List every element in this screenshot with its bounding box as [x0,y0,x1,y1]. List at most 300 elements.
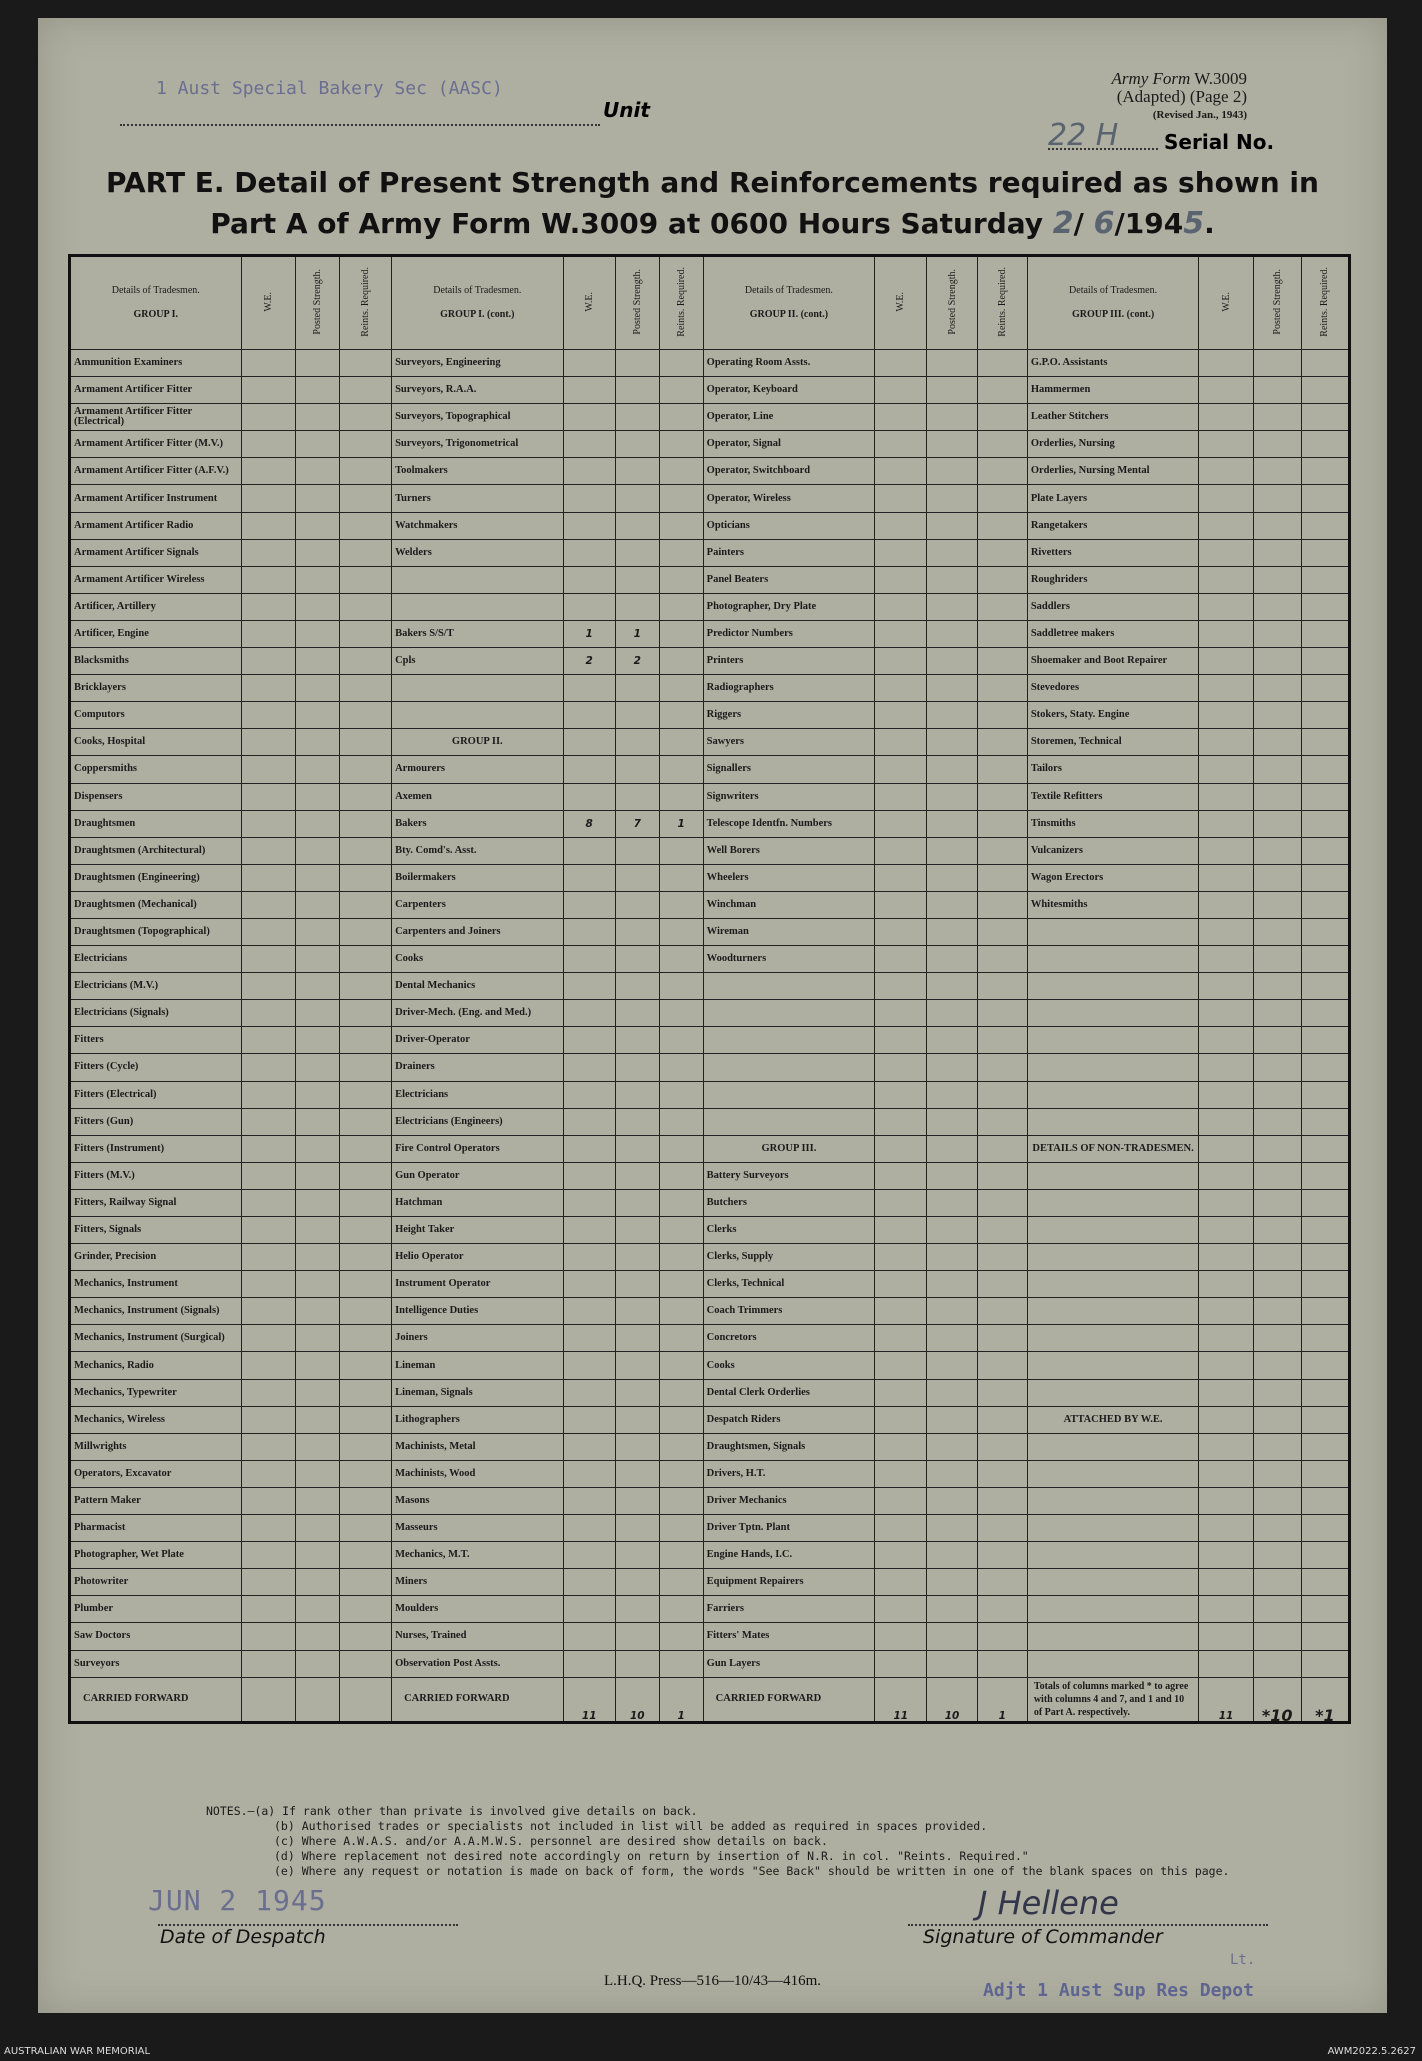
we-cell [875,918,927,945]
we-cell [875,973,927,1000]
we-cell [875,702,927,729]
trade-name: Coach Trimmers [703,1298,875,1325]
reints-cell [1301,675,1349,702]
trade-name [1027,1217,1199,1244]
posted-cell [615,946,659,973]
header-details-g1: Details of Tradesmen. GROUP I. [70,256,242,350]
note-line: (b) Authorised trades or specialists not included in list will be added as required in spaces provided. [274,1819,988,1833]
reints-cell [339,1108,391,1135]
table-row [70,702,1350,729]
we-cell [563,1379,615,1406]
trade-name: Armament Artificer Signals [70,539,242,566]
carried-forward-row [70,1677,1350,1722]
we-cell [1199,946,1253,973]
reints-cell [659,1054,703,1081]
reints-cell [659,1162,703,1189]
table-row [70,1325,1350,1352]
trade-name: Pattern Maker [70,1487,242,1514]
trade-name: Fitters (Electrical) [70,1081,242,1108]
we-cell [875,593,927,620]
trade-name: Battery Surveyors [703,1162,875,1189]
reints-cell [977,918,1027,945]
we-cell [241,1379,295,1406]
trade-name: Driver Tptn. Plant [703,1515,875,1542]
we-cell [563,485,615,512]
posted-cell [615,1433,659,1460]
posted-cell [1253,1460,1301,1487]
reints-cell [339,512,391,539]
we-cell [875,756,927,783]
trade-name [1027,1162,1199,1189]
posted-cell [615,1325,659,1352]
trade-name [1027,1027,1199,1054]
reints-cell [977,1433,1027,1460]
trade-name: Lineman [392,1352,564,1379]
reints-cell [977,973,1027,1000]
we-cell [875,1569,927,1596]
trade-name: Radiographers [703,675,875,702]
reints-cell [339,675,391,702]
we-cell [875,620,927,647]
notes-block [206,1804,1229,1879]
trade-name: Signallers [703,756,875,783]
reints-cell [1301,783,1349,810]
we-cell [1199,1515,1253,1542]
trade-name [1027,1433,1199,1460]
posted-cell [927,837,977,864]
trade-name: Clerks, Supply [703,1244,875,1271]
reints-cell [977,1135,1027,1162]
trade-name: Mechanics, Instrument (Surgical) [70,1325,242,1352]
trade-name [1027,1460,1199,1487]
trade-name: Butchers [703,1189,875,1216]
we-cell [241,810,295,837]
posted-cell [927,1406,977,1433]
we-cell [875,566,927,593]
reints-cell [977,810,1027,837]
trade-name: Dental Mechanics [392,973,564,1000]
trade-name: Electricians [392,1081,564,1108]
posted-cell [615,1271,659,1298]
carried-forward-label: CARRIED FORWARD [70,1677,242,1722]
posted-cell [615,1542,659,1569]
trade-name: Orderlies, Nursing [1027,431,1199,458]
posted-cell [615,377,659,404]
table-row [70,1162,1350,1189]
table-row [70,1135,1350,1162]
cf-g2c-posted: 10 [927,1677,977,1722]
we-cell [241,729,295,756]
reints-cell [977,1460,1027,1487]
posted-cell [295,593,339,620]
we-cell [1199,485,1253,512]
reints-cell [339,1217,391,1244]
posted-cell [1253,1487,1301,1514]
trade-name: Bakers [392,810,564,837]
reints-cell [659,458,703,485]
table-row [70,891,1350,918]
reints-cell [977,1054,1027,1081]
reints-cell [977,783,1027,810]
posted-cell [295,1569,339,1596]
we-cell [241,458,295,485]
posted-cell [927,1135,977,1162]
posted-cell [295,946,339,973]
posted-cell [927,1298,977,1325]
posted-cell [295,1298,339,1325]
reints-cell [339,702,391,729]
posted-cell [927,1623,977,1650]
trade-name: Axemen [392,783,564,810]
trade-name [1027,1487,1199,1514]
we-cell [875,1596,927,1623]
reints-cell [659,1298,703,1325]
reints-cell [339,648,391,675]
we-cell [875,1217,927,1244]
posted-cell [927,946,977,973]
table-row [70,1542,1350,1569]
reints-cell [339,837,391,864]
cf-g1c-reints: 1 [659,1677,703,1722]
trade-name: Turners [392,485,564,512]
trade-name: Dental Clerk Orderlies [703,1379,875,1406]
trade-name: Gun Operator [392,1162,564,1189]
trade-name: Fitters (Gun) [70,1108,242,1135]
posted-cell [1253,1298,1301,1325]
trade-name: Armourers [392,756,564,783]
we-cell [563,891,615,918]
posted-cell [295,1244,339,1271]
reints-cell [1301,1162,1349,1189]
we-cell [241,566,295,593]
posted-cell [927,864,977,891]
reints-cell [339,729,391,756]
trade-name: Armament Artificer Fitter (A.F.V.) [70,458,242,485]
trade-name: Stokers, Staty. Engine [1027,702,1199,729]
reints-cell [977,1379,1027,1406]
we-cell [1199,783,1253,810]
header-we: W.E. [1199,256,1253,350]
we-cell [1199,918,1253,945]
posted-cell [1253,891,1301,918]
we-cell [563,1054,615,1081]
posted-cell [1253,404,1301,431]
we-cell [241,1542,295,1569]
posted-cell [615,404,659,431]
we-cell [875,1460,927,1487]
we-cell [1199,1433,1253,1460]
posted-cell [615,1623,659,1650]
we-cell [1199,377,1253,404]
posted-cell [1253,1379,1301,1406]
reints-cell [1301,1542,1349,1569]
trade-name: Cooks, Hospital [70,729,242,756]
we-cell [875,1298,927,1325]
reints-cell [1301,756,1349,783]
posted-cell [295,1596,339,1623]
table-row [70,864,1350,891]
reints-cell [659,377,703,404]
trade-name: Operator, Line [703,404,875,431]
trade-name: Machinists, Wood [392,1460,564,1487]
trade-name: Operator, Signal [703,431,875,458]
trade-name: Armament Artificer Wireless [70,566,242,593]
reints-cell [1301,620,1349,647]
posted-cell [1253,837,1301,864]
we-cell [875,837,927,864]
trade-name: Well Borers [703,837,875,864]
reints-cell [339,593,391,620]
we-cell [1199,648,1253,675]
posted-cell [1253,458,1301,485]
trade-name: Fitters' Mates [703,1623,875,1650]
reints-cell: 1 [659,810,703,837]
we-cell: 2 [563,648,615,675]
posted-cell [295,1515,339,1542]
header-we: W.E. [563,256,615,350]
we-cell [1199,512,1253,539]
we-cell [1199,1542,1253,1569]
we-cell [875,1054,927,1081]
posted-cell [1253,431,1301,458]
press-mark: L.H.Q. Press—516—10/43—416m. [603,1973,822,1989]
posted-cell [927,756,977,783]
posted-cell [295,350,339,377]
reints-cell [339,1271,391,1298]
header-reints: Reints. Required. [339,256,391,350]
we-cell [1199,404,1253,431]
reints-cell [977,404,1027,431]
trade-name: Despatch Riders [703,1406,875,1433]
reints-cell [339,539,391,566]
serial-handwritten: 22 H [1048,118,1119,153]
we-cell [1199,1487,1253,1514]
posted-cell [295,1325,339,1352]
table-row [70,837,1350,864]
posted-cell [1253,1433,1301,1460]
posted-cell [1253,1189,1301,1216]
we-cell [241,1081,295,1108]
trade-name: Plumber [70,1596,242,1623]
reints-cell [339,1650,391,1677]
reints-cell [339,1623,391,1650]
posted-cell [615,485,659,512]
we-cell [1199,1325,1253,1352]
unit-handwritten: 1 Aust Special Bakery Sec (AASC) [156,78,503,99]
trade-name [1027,1325,1199,1352]
posted-cell [1253,593,1301,620]
reints-cell [977,1515,1027,1542]
posted-cell [295,1623,339,1650]
posted-cell [295,377,339,404]
despatch-date-stamp: JUN 2 1945 [148,1884,327,1917]
trade-name [703,1108,875,1135]
reints-cell [339,973,391,1000]
we-cell [241,891,295,918]
trade-name: Cooks [703,1352,875,1379]
we-cell [241,918,295,945]
reints-cell [339,918,391,945]
archive-caption-left: AUSTRALIAN WAR MEMORIAL [4,2046,151,2057]
commander-stamp: Adjt 1 Aust Sup Res Depot [983,1980,1254,2001]
we-cell [875,1515,927,1542]
reints-cell [1301,350,1349,377]
table-row [70,1379,1350,1406]
reints-cell [339,1596,391,1623]
trade-name: Operator, Keyboard [703,377,875,404]
trade-name: Engine Hands, I.C. [703,1542,875,1569]
we-cell [241,702,295,729]
trade-name: Armament Artificer Radio [70,512,242,539]
table-row [70,1189,1350,1216]
we-cell [563,377,615,404]
we-cell [563,458,615,485]
trade-name: Artificer, Engine [70,620,242,647]
posted-cell [295,1162,339,1189]
trade-name: Photographer, Wet Plate [70,1542,242,1569]
reints-cell [1301,1135,1349,1162]
trade-name: Welders [392,539,564,566]
reints-cell [659,648,703,675]
reints-cell [659,783,703,810]
posted-cell [295,404,339,431]
table-row [70,1081,1350,1108]
posted-cell [295,783,339,810]
trade-name: Mechanics, M.T. [392,1542,564,1569]
posted-cell [927,593,977,620]
we-cell [563,756,615,783]
cf-g3c-posted: *10 [1253,1677,1301,1722]
trade-name: Fitters, Signals [70,1217,242,1244]
posted-cell [615,1162,659,1189]
reints-cell [339,946,391,973]
posted-cell [927,1325,977,1352]
trade-name [1027,1596,1199,1623]
title-line-1: PART E. Detail of Present Strength and Reinforcements required as shown in [106,166,1319,199]
we-cell [1199,566,1253,593]
trade-name: Armament Artificer Instrument [70,485,242,512]
reints-cell [659,1596,703,1623]
reints-cell [339,485,391,512]
we-cell [875,675,927,702]
reints-cell [1301,864,1349,891]
reints-cell [339,404,391,431]
header-details-g3c: Details of Tradesmen. GROUP III. (cont.) [1027,256,1199,350]
trade-name: Carpenters and Joiners [392,918,564,945]
we-cell [875,1108,927,1135]
reints-cell [659,756,703,783]
posted-cell [927,1244,977,1271]
trade-name: Instrument Operator [392,1271,564,1298]
trade-name [1027,1379,1199,1406]
we-cell [563,350,615,377]
cf-g3c-we: 11 [1199,1677,1253,1722]
we-cell [563,1108,615,1135]
trade-name: Drainers [392,1054,564,1081]
reints-cell [977,837,1027,864]
trade-name [392,566,564,593]
posted-cell [927,377,977,404]
posted-cell [295,1379,339,1406]
posted-cell [1253,1596,1301,1623]
reints-cell [339,1487,391,1514]
trade-name: Wheelers [703,864,875,891]
we-cell [875,1081,927,1108]
posted-cell [927,1569,977,1596]
reints-cell [977,1081,1027,1108]
reints-cell [977,485,1027,512]
reints-cell [339,458,391,485]
posted-cell [295,918,339,945]
posted-cell [927,1596,977,1623]
archive-caption-right: AWM2022.5.2627 [1327,2046,1416,2057]
trade-name [1027,1054,1199,1081]
reints-cell [659,1081,703,1108]
note-line: (c) Where A.W.A.S. and/or A.A.M.W.S. personnel are desired show details on back. [274,1834,828,1848]
posted-cell [1253,1271,1301,1298]
reints-cell [659,1108,703,1135]
trade-name: Machinists, Metal [392,1433,564,1460]
posted-cell [927,431,977,458]
we-cell [563,566,615,593]
date-month: 6 [1093,206,1115,241]
trade-name: Surveyors, Topographical [392,404,564,431]
we-cell [241,377,295,404]
we-cell [875,729,927,756]
reints-cell [977,1000,1027,1027]
posted-cell [927,702,977,729]
form-line1: Army Form [1111,69,1191,88]
table-row [70,431,1350,458]
trade-name [1027,918,1199,945]
reints-cell [659,1271,703,1298]
we-cell [1199,1217,1253,1244]
trade-name: Nurses, Trained [392,1623,564,1650]
trade-name: Driver Mechanics [703,1487,875,1514]
trade-name: Mechanics, Radio [70,1352,242,1379]
posted-cell [927,918,977,945]
unit-line [120,104,600,126]
trade-name: Moulders [392,1596,564,1623]
reints-cell [977,1352,1027,1379]
trade-name: Ammunition Examiners [70,350,242,377]
reints-cell [1301,1569,1349,1596]
cf-g2c-reints: 1 [977,1677,1027,1722]
trade-name: Clerks [703,1217,875,1244]
totals-note: Totals of columns marked * to agree with columns 4 and 7, and 1 and 10 of Part A. respectively. [1027,1677,1199,1722]
we-cell [875,810,927,837]
trade-name: G.P.O. Assistants [1027,350,1199,377]
reints-cell [659,1569,703,1596]
reints-cell [977,620,1027,647]
despatch-label: Date of Despatch [160,1926,326,1948]
we-cell [1199,1460,1253,1487]
posted-cell [295,1406,339,1433]
posted-cell [927,1189,977,1216]
we-cell [1199,837,1253,864]
posted-cell [927,973,977,1000]
reints-cell [339,1135,391,1162]
reints-cell [977,1298,1027,1325]
trade-name: Draughtsmen, Signals [703,1433,875,1460]
we-cell [241,485,295,512]
posted-cell [615,1000,659,1027]
trade-name: Printers [703,648,875,675]
posted-cell [615,864,659,891]
reints-cell [977,702,1027,729]
posted-cell [295,1027,339,1054]
posted-cell [1253,918,1301,945]
